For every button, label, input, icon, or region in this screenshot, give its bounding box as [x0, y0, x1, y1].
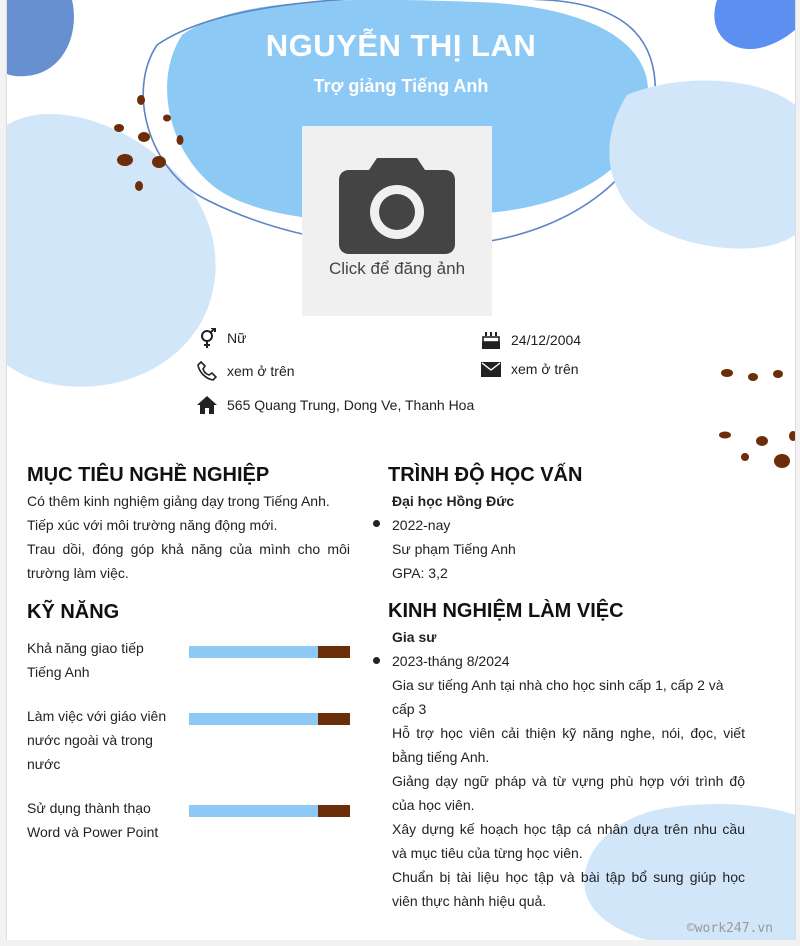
- address-value: 565 Quang Trung, Dong Ve, Thanh Hoa: [227, 397, 475, 413]
- job-title: Trợ giảng Tiếng Anh: [313, 76, 489, 96]
- photo-upload[interactable]: [302, 126, 492, 316]
- right-blob: [609, 81, 795, 249]
- birthday-value: 24/12/2004: [511, 332, 582, 348]
- skills-heading: KỸ NĂNG: [27, 601, 120, 623]
- experience-bullet: [373, 657, 380, 664]
- email-row: [479, 358, 579, 380]
- brown-dots-right: [719, 369, 795, 468]
- photo-caption: Click để đăng ảnh: [328, 259, 466, 278]
- phone-icon: [195, 360, 219, 382]
- education-gpa: GPA: 3,2: [392, 565, 448, 581]
- left-blob: [7, 114, 216, 387]
- experience-job: Gia sư: [392, 629, 437, 645]
- gender-icon: [195, 327, 219, 349]
- education-major: Sư phạm Tiếng Anh: [392, 541, 516, 557]
- experience-line: Gia sư tiếng Anh tại nhà cho học sinh cấp 1, cấp 2 và cấp 3: [392, 677, 724, 717]
- email-value[interactable]: xem ở trên: [511, 361, 579, 377]
- experience-line: Giảng dạy ngữ pháp và từ vựng phù hợp với trình độ của học viên.: [392, 773, 745, 813]
- phone-row: [195, 360, 295, 382]
- candidate-name: NGUYỄN THỊ LAN: [265, 28, 537, 63]
- objective-heading: MỤC TIÊU NGHỀ NGHIỆP: [27, 464, 270, 486]
- skill-label: Khả năng giao tiếp Tiếng Anh: [27, 640, 144, 680]
- objective-line: Có thêm kinh nghiệm giảng dạy trong Tiếng Anh.: [27, 493, 330, 509]
- experience-line: Xây dựng kế hoạch học tập cá nhân dựa trên nhu cầu và mục tiêu của từng học viên.: [392, 821, 745, 861]
- education-block: [392, 489, 747, 585]
- education-period: 2022-nay: [392, 517, 451, 533]
- skill-label: Sử dụng thành thạo Word và Power Point: [27, 800, 159, 840]
- skill-label: Làm việc với giáo viên nước ngoài và trong nước: [27, 708, 167, 772]
- experience-block: [392, 625, 745, 913]
- home-icon: [195, 394, 219, 416]
- education-school: Đại học Hồng Đức: [392, 493, 515, 509]
- education-heading: TRÌNH ĐỘ HỌC VẤN: [388, 464, 583, 486]
- birthday-row: [479, 329, 581, 351]
- objective-line: Tiếp xúc với môi trường năng động mới.: [27, 517, 278, 533]
- skill-bar-fill: [318, 646, 350, 658]
- experience-period: 2023-tháng 8/2024: [392, 653, 510, 669]
- cv-page: [6, 0, 796, 940]
- experience-line: Hỗ trợ học viên cải thiện kỹ năng nghe, nói, đọc, viết bằng tiếng Anh.: [392, 725, 745, 765]
- skill-bar: [189, 713, 350, 725]
- camera-icon: [339, 154, 455, 254]
- education-bullet: [373, 520, 380, 527]
- address-row: [195, 394, 474, 416]
- skill-bar: [189, 805, 350, 817]
- experience-heading: KINH NGHIỆM LÀM VIỆC: [388, 600, 624, 622]
- gender-row: [195, 327, 246, 349]
- gender-value: Nữ: [227, 330, 247, 346]
- skill-bar: [189, 646, 350, 658]
- objective-line: Trau dồi, đóng góp khả năng của mình cho môi trường làm việc.: [27, 541, 350, 581]
- watermark: ©work247.vn: [686, 921, 773, 936]
- skill-bar-fill: [318, 805, 350, 817]
- phone-value[interactable]: xem ở trên: [227, 363, 295, 379]
- skill-bar-fill: [318, 713, 350, 725]
- email-icon: [479, 358, 503, 380]
- birthday-cake-icon: [479, 329, 503, 351]
- experience-line: Chuẩn bị tài liệu học tập và bài tập bổ sung giúp học viên thực hành hiệu quả.: [392, 869, 745, 909]
- objective-text: [27, 489, 350, 585]
